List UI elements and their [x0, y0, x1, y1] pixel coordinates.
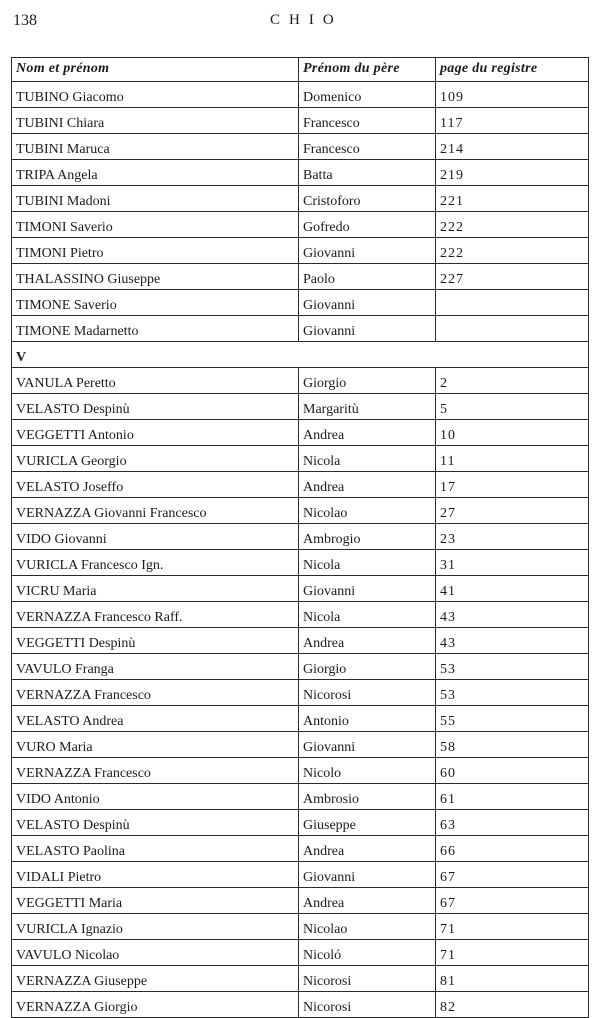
cell-register-page: 17 [436, 472, 589, 498]
table-row [12, 264, 589, 290]
cell-register-page: 71 [436, 940, 589, 966]
cell-register-page: 222 [436, 238, 589, 264]
table-row [12, 524, 589, 550]
table-header-row [12, 58, 589, 82]
cell-name: TUBINI Madoni [12, 186, 299, 212]
table-row [12, 576, 589, 602]
table-row [12, 550, 589, 576]
cell-father-name: Giorgio [299, 654, 436, 680]
table-row [12, 394, 589, 420]
cell-father-name: Batta [299, 160, 436, 186]
cell-name: VURO Maria [12, 732, 299, 758]
cell-register-page: 10 [436, 420, 589, 446]
cell-father-name: Nicolo [299, 758, 436, 784]
table-row [12, 160, 589, 186]
cell-register-page: 109 [436, 82, 589, 108]
cell-register-page: 2 [436, 368, 589, 394]
cell-father-name: Ambrosio [299, 784, 436, 810]
table-row [12, 134, 589, 160]
table-row [12, 498, 589, 524]
table-row [12, 758, 589, 784]
cell-father-name: Nicorosi [299, 680, 436, 706]
cell-name: TIMONI Saverio [12, 212, 299, 238]
cell-name: TUBINI Chiara [12, 108, 299, 134]
cell-register-page: 43 [436, 628, 589, 654]
cell-register-page: 23 [436, 524, 589, 550]
cell-father-name: Andrea [299, 472, 436, 498]
table-row [12, 914, 589, 940]
cell-father-name: Francesco [299, 134, 436, 160]
table-row [12, 810, 589, 836]
cell-name: TRIPA Angela [12, 160, 299, 186]
cell-register-page: 31 [436, 550, 589, 576]
column-header-father: Prénom du père [299, 58, 436, 82]
cell-name: VERNAZZA Francesco [12, 758, 299, 784]
cell-father-name: Nicorosi [299, 966, 436, 992]
cell-name: VEGGETTI Despinù [12, 628, 299, 654]
table-row [12, 316, 589, 342]
cell-father-name: Margaritù [299, 394, 436, 420]
table-row [12, 82, 589, 108]
cell-register-page: 71 [436, 914, 589, 940]
cell-father-name: Nicoló [299, 940, 436, 966]
cell-name: VELASTO Despinù [12, 394, 299, 420]
cell-father-name: Nicola [299, 446, 436, 472]
table-row [12, 680, 589, 706]
cell-name: TIMONI Pietro [12, 238, 299, 264]
cell-name: VIDALI Pietro [12, 862, 299, 888]
cell-register-page: 219 [436, 160, 589, 186]
cell-register-page: 222 [436, 212, 589, 238]
section-letter: V [12, 342, 589, 368]
cell-register-page: 81 [436, 966, 589, 992]
cell-name: TUBINO Giacomo [12, 82, 299, 108]
table-row [12, 836, 589, 862]
cell-name: VIDO Giovanni [12, 524, 299, 550]
cell-register-page [436, 316, 589, 342]
table-row [12, 628, 589, 654]
cell-father-name: Giorgio [299, 368, 436, 394]
cell-name: VELASTO Andrea [12, 706, 299, 732]
table-row [12, 472, 589, 498]
cell-father-name: Andrea [299, 836, 436, 862]
cell-name: THALASSINO Giuseppe [12, 264, 299, 290]
table-row [12, 888, 589, 914]
cell-father-name: Antonio [299, 706, 436, 732]
cell-name: VERNAZZA Francesco Raff. [12, 602, 299, 628]
cell-name: VELASTO Paolina [12, 836, 299, 862]
cell-name: VURICLA Francesco Ign. [12, 550, 299, 576]
cell-name: VERNAZZA Giuseppe [12, 966, 299, 992]
cell-name: VIDO Antonio [12, 784, 299, 810]
cell-register-page: 53 [436, 654, 589, 680]
table-body [12, 82, 589, 1018]
cell-register-page: 53 [436, 680, 589, 706]
table-row [12, 654, 589, 680]
cell-name: VURICLA Georgio [12, 446, 299, 472]
cell-register-page: 58 [436, 732, 589, 758]
cell-name: VANULA Peretto [12, 368, 299, 394]
cell-name: VERNAZZA Giorgio [12, 992, 299, 1018]
cell-name: VEGGETTI Maria [12, 888, 299, 914]
cell-register-page: 11 [436, 446, 589, 472]
cell-father-name: Cristoforo [299, 186, 436, 212]
table-row [12, 290, 589, 316]
table-row [12, 602, 589, 628]
cell-name: VELASTO Joseffo [12, 472, 299, 498]
cell-father-name: Giuseppe [299, 810, 436, 836]
cell-register-page: 67 [436, 862, 589, 888]
cell-father-name: Domenico [299, 82, 436, 108]
cell-register-page: 66 [436, 836, 589, 862]
cell-name: VERNAZZA Giovanni Francesco [12, 498, 299, 524]
cell-register-page: 55 [436, 706, 589, 732]
cell-register-page: 82 [436, 992, 589, 1018]
page-number: 138 [13, 12, 37, 29]
cell-name: VAVULO Franga [12, 654, 299, 680]
cell-register-page: 60 [436, 758, 589, 784]
cell-name: TIMONE Saverio [12, 290, 299, 316]
cell-father-name: Nicorosi [299, 992, 436, 1018]
cell-register-page: 41 [436, 576, 589, 602]
cell-father-name: Andrea [299, 420, 436, 446]
cell-father-name: Giovanni [299, 290, 436, 316]
table-row [12, 446, 589, 472]
cell-register-page: 221 [436, 186, 589, 212]
cell-name: VELASTO Despinù [12, 810, 299, 836]
table-row [12, 186, 589, 212]
cell-name: VEGGETTI Antonio [12, 420, 299, 446]
cell-register-page: 227 [436, 264, 589, 290]
cell-register-page [436, 290, 589, 316]
table-row [12, 784, 589, 810]
table-row [12, 238, 589, 264]
table-row [12, 706, 589, 732]
cell-register-page: 43 [436, 602, 589, 628]
table-row [12, 862, 589, 888]
cell-father-name: Nicolao [299, 498, 436, 524]
cell-father-name: Francesco [299, 108, 436, 134]
cell-father-name: Giovanni [299, 862, 436, 888]
cell-name: TIMONE Madarnetto [12, 316, 299, 342]
cell-register-page: 63 [436, 810, 589, 836]
section-row [12, 342, 589, 368]
cell-name: VURICLA Ignazio [12, 914, 299, 940]
cell-father-name: Andrea [299, 888, 436, 914]
table-row [12, 420, 589, 446]
cell-father-name: Nicola [299, 550, 436, 576]
table-row [12, 212, 589, 238]
cell-register-page: 117 [436, 108, 589, 134]
table-row [12, 108, 589, 134]
cell-register-page: 214 [436, 134, 589, 160]
table-row [12, 966, 589, 992]
cell-father-name: Nicola [299, 602, 436, 628]
cell-name: VAVULO Nicolao [12, 940, 299, 966]
cell-father-name: Ambrogio [299, 524, 436, 550]
cell-father-name: Giovanni [299, 238, 436, 264]
table-row [12, 732, 589, 758]
cell-name: TUBINI Maruca [12, 134, 299, 160]
column-header-page: page du registre [436, 58, 589, 82]
register-table [11, 57, 589, 1018]
cell-register-page: 5 [436, 394, 589, 420]
cell-name: VERNAZZA Francesco [12, 680, 299, 706]
cell-father-name: Giovanni [299, 732, 436, 758]
cell-father-name: Giovanni [299, 316, 436, 342]
cell-register-page: 67 [436, 888, 589, 914]
running-title: CHIO [270, 12, 343, 28]
cell-name: VICRU Maria [12, 576, 299, 602]
cell-father-name: Paolo [299, 264, 436, 290]
column-header-name: Nom et prénom [12, 58, 299, 82]
cell-register-page: 27 [436, 498, 589, 524]
cell-father-name: Gofredo [299, 212, 436, 238]
cell-father-name: Nicolao [299, 914, 436, 940]
table-row [12, 992, 589, 1018]
cell-father-name: Giovanni [299, 576, 436, 602]
table-row [12, 368, 589, 394]
table-row [12, 940, 589, 966]
cell-register-page: 61 [436, 784, 589, 810]
cell-father-name: Andrea [299, 628, 436, 654]
